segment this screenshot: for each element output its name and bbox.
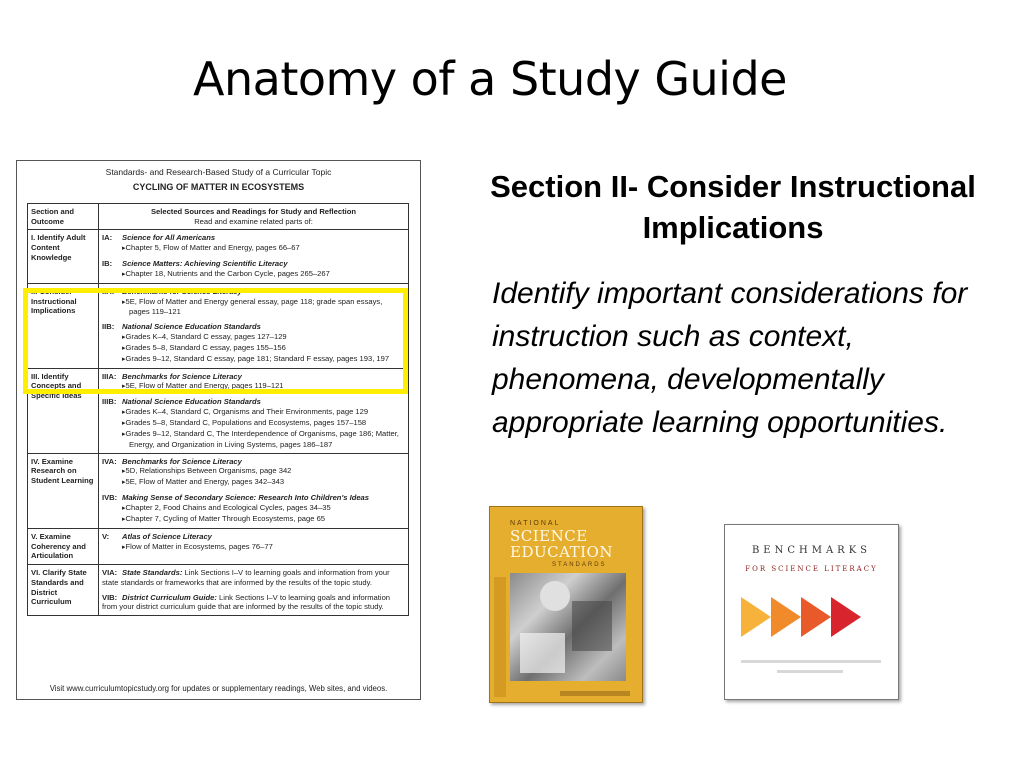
nses-kicker: NATIONAL (510, 520, 561, 527)
source-title: Benchmarks for Science Literacy (122, 371, 242, 381)
benchmarks-book-cover (724, 524, 899, 700)
reading-item: ▸ Grades 5–8, Standard C essay, pages 155–156 (102, 343, 405, 354)
book-spine (494, 577, 506, 697)
cover-subtitle-strip-2 (777, 670, 843, 673)
source-title: Atlas of Science Literacy (122, 531, 212, 541)
source-code: IB: (102, 259, 113, 269)
source-group (102, 259, 405, 280)
reading-item: ▸ 5E, Flow of Matter and Energy, pages 342–343 (102, 477, 405, 488)
source-code: IVB: (102, 493, 118, 503)
source-code: IIA: (102, 286, 115, 296)
section-ii-highlight-box (23, 288, 408, 394)
sources-cell (99, 565, 409, 616)
source-title: Benchmarks for Science Literacy (122, 456, 242, 466)
table-row (28, 230, 409, 283)
reading-item: ▸ Flow of Matter in Ecosystems, pages 76–77 (102, 542, 405, 553)
source-note: Link Sections I–V to learning goals and information from your district curriculum guide that are informed by the results of the topic study. (102, 592, 391, 612)
publisher-strip (560, 691, 630, 696)
section-description: Identify important considerations for instruction such as context, phenomena, developmentally appropriate learning opportunities. (492, 277, 968, 439)
reading-item: ▸ Grades 5–8, Standard C, Populations and Ecosystems, pages 157–158 (102, 418, 405, 429)
source-code: IIIB: (102, 397, 117, 407)
benchmarks-title-line1: BENCHMARKS (751, 545, 872, 556)
source-title: National Science Education Standards (122, 322, 261, 332)
cover-subtitle-strip (741, 660, 881, 663)
reading-item: ▸ Grades 9–12, Standard C, The Interdependence of Organisms, page 186; Matter, Energy, and Organization in Living Systems, pages 186–187 (102, 429, 405, 450)
reading-item: ▸ Chapter 18, Nutrients and the Carbon Cycle, pages 265–267 (102, 269, 405, 280)
reading-item: ▸ Chapter 5, Flow of Matter and Energy, pages 66–67 (102, 243, 405, 254)
section-label: I. Identify Adult Content Knowledge (28, 230, 99, 283)
slide-title: Anatomy of a Study Guide (193, 52, 787, 106)
source-code: IIB: (102, 322, 115, 332)
cover-photo-collage (510, 573, 626, 681)
section-label: III. Identify Concepts and Specific Ideas (28, 368, 99, 453)
source-code: V: (102, 531, 110, 541)
table-row (28, 528, 409, 564)
source-code: IIIA: (102, 371, 117, 381)
document-footer: Visit www.curriculumtopicstudy.org for updates or supplementary readings, Web sites, and videos. (49, 684, 388, 693)
nses-title-line2: EDUCATION (510, 543, 613, 561)
sources-header-line1: Selected Sources and Readings for Study and Reflection (150, 207, 357, 216)
source-title: Making Sense of Secondary Science: Research Into Children's Ideas (122, 493, 369, 503)
arrow-chevron-4 (831, 597, 861, 637)
section-column-header: Section and Outcome (28, 204, 99, 230)
table-row (28, 565, 409, 616)
source-group (102, 457, 405, 489)
reading-item: ▸ Grades 9–12, Standard C essay, page 181; Standard F essay, pages 193, 197 (102, 354, 405, 365)
source-title: District Curriculum Guide: (122, 592, 217, 602)
source-title: Benchmarks for Science Literacy (122, 286, 242, 296)
reading-item: ▸ Grades K–4, Standard C, Organisms and Their Environments, page 129 (102, 407, 405, 418)
arrow-chevron-2 (771, 597, 801, 637)
section-heading: Section II- Consider Instructional Implications (490, 169, 976, 245)
sources-header-line2: Read and examine related parts of: (194, 216, 313, 226)
source-group (102, 397, 405, 449)
source-title: Science Matters: Achieving Scientific Literacy (122, 259, 288, 269)
arrow-chevron-1 (741, 597, 771, 637)
source-group (102, 493, 405, 525)
reading-item: ▸ 5D, Relationships Between Organisms, page 342 (102, 466, 405, 477)
study-guide-document (16, 160, 421, 700)
sources-cell (99, 528, 409, 564)
sources-cell (99, 453, 409, 528)
table-row (28, 453, 409, 528)
reading-item: ▸ Grades K–4, Standard C essay, pages 127–129 (102, 332, 405, 343)
source-title: Science for All Americans (122, 233, 216, 243)
source-group (102, 593, 405, 612)
reading-item: ▸ 5E, Flow of Matter and Energy, pages 119–121 (102, 381, 405, 392)
sources-cell (99, 230, 409, 283)
arrow-chevron-3 (801, 597, 831, 637)
table-header-row (28, 204, 409, 230)
nses-subtitle: STANDARDS (552, 562, 607, 568)
source-code: IA: (102, 233, 113, 243)
sources-column-header (99, 204, 409, 230)
benchmarks-title-line2: FOR SCIENCE LITERACY (745, 565, 878, 573)
document-header-title: CYCLING OF MATTER IN ECOSYSTEMS (132, 182, 305, 192)
document-header-line1: Standards- and Research-Based Study of a Curricular Topic (105, 167, 332, 177)
reading-item: ▸ Chapter 7, Cycling of Matter Through Ecosystems, page 65 (102, 514, 405, 525)
source-group (102, 568, 405, 587)
source-group (102, 233, 405, 254)
source-title: National Science Education Standards (122, 397, 261, 407)
reading-item: ▸ 5E, Flow of Matter and Energy general essay, page 118; grade span essays, pages 119–121 (102, 297, 405, 318)
source-note: Link Sections I–V to learning goals and information from your state standards or frameworks that are informed by the results of the topic study. (102, 568, 390, 587)
source-code: IVA: (102, 456, 117, 466)
source-code: VIB: (102, 592, 118, 602)
nses-book-cover (489, 506, 643, 703)
nses-title-line1: SCIENCE (510, 527, 588, 545)
study-guide-table (27, 203, 409, 616)
source-code: VIA: (102, 568, 118, 578)
source-title: State Standards: (122, 568, 183, 578)
section-label: IV. Examine Research on Student Learning (28, 453, 99, 528)
section-label: V. Examine Coherency and Articulation (28, 528, 99, 564)
section-label: VI. Clarify State Standards and District Curriculum (28, 565, 99, 616)
source-group (102, 532, 405, 553)
reading-item: ▸ Chapter 2, Food Chains and Ecological Cycles, pages 34–35 (102, 503, 405, 514)
section-label: II. Consider Instructional Implications (28, 283, 99, 368)
